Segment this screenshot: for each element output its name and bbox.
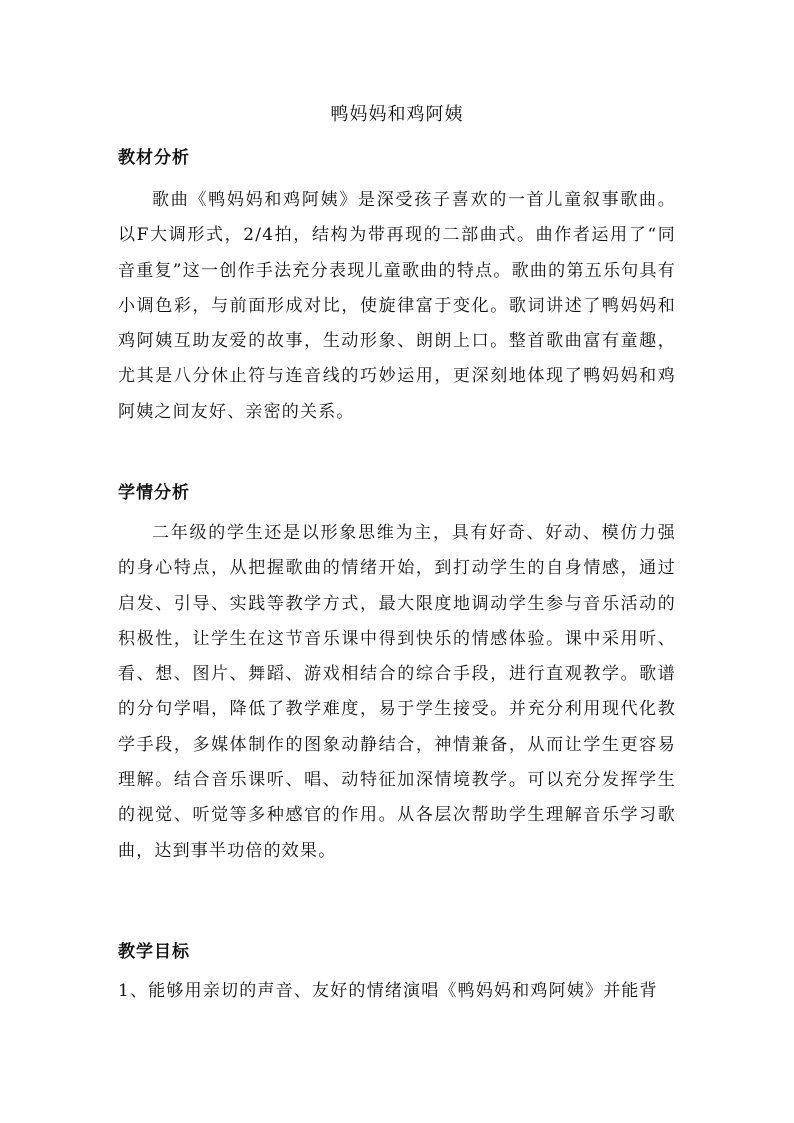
paragraph-student-analysis: 二年级的学生还是以形象思维为主，具有好奇、好动、模仿力强的身心特点，从把握歌曲的情绪开始，到打动学生的自身情感，通过启发、引导、实践等教学方式，最大限度地调动学生参与音乐活动的积极性，让学生在这节音乐课中得到快乐的情感体验。课中采用听、看、想、图片、舞蹈、游戏相结合的综合手段，进行直观教学。歌谱的分句学唱，降低了教学难度，易于学生接受。并充分利用现代化教学手段，多媒体制作的图象动静结合，神情兼备，从而让学生更容易理解。结合音乐课听、唱、动特征加深情境教学。可以充分发挥学生的视觉、听觉等多种感官的作用。从各层次帮助学生理解音乐学习歌曲，达到事半功倍的效果。 xyxy=(118,523,676,861)
document-title: 鸭妈妈和鸡阿姨 xyxy=(330,104,464,125)
paragraph-textbook-analysis: 歌曲《鸭妈妈和鸡阿姨》是深受孩子喜欢的一首儿童叙事歌曲。以F大调形式，2/4拍，结构为带再现的二部曲式。曲作者运用了“同音重复”这一创作手法充分表现儿童歌曲的特点。歌曲的第五乐句具有小调色彩，与前面形成对比，使旋律富于变化。歌词讲述了鸭妈妈和鸡阿姨互助友爱的故事，生动形象、朗朗上口。整首歌曲富有童趣，尤其是八分休止符与连音线的巧妙运用，更深刻地体现了鸭妈妈和鸡阿姨之间友好、亲密的关系。 xyxy=(118,190,676,422)
section-heading-textbook-analysis: 教材分析 xyxy=(118,148,190,168)
section-heading-student-analysis: 学情分析 xyxy=(118,483,190,503)
section-heading-teaching-goals: 教学目标 xyxy=(118,942,190,962)
list-item-goal-1: 1、能够用亲切的声音、友好的情绪演唱《鸭妈妈和鸡阿姨》并能背 xyxy=(118,981,658,1001)
